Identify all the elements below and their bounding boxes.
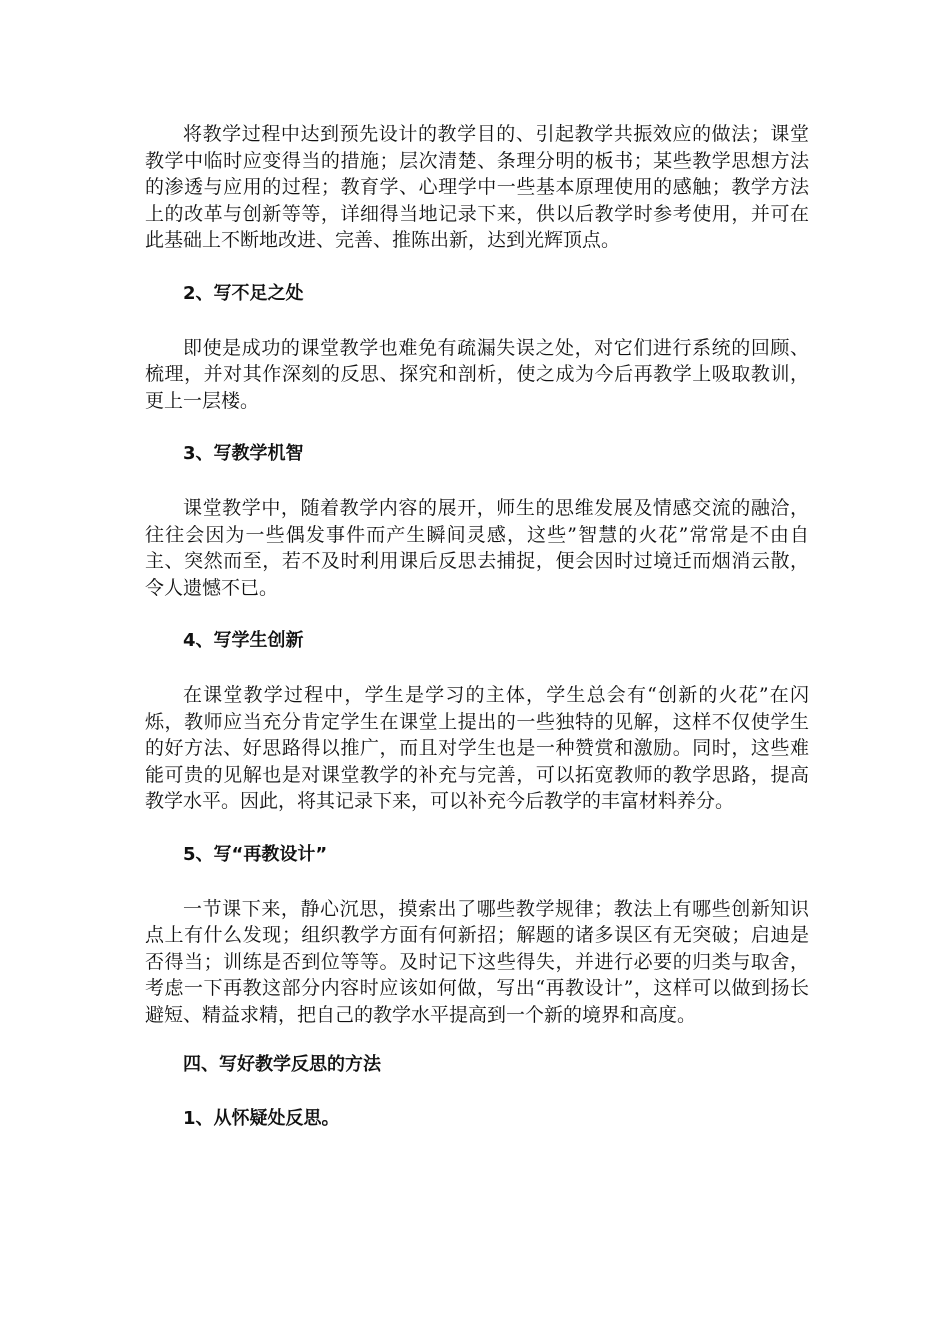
paragraph-record-successes: 将教学过程中达到预先设计的教学目的、引起教学共振效应的做法；课堂教学中临时应变得当的措施；层次清楚、条理分明的板书；某些教学思想方法的渗透与应用的过程；教育学、心理学中一些基本原理使用的感触；教学方法上的改革与创新等等，详细得当地记录下来，供以后教学时参考使用，并可在此基础上不断地改进、完善、推陈出新，达到光辉顶点。 — [145, 123, 809, 251]
spacer — [145, 1028, 809, 1052]
spacer — [145, 654, 809, 682]
paragraph-student-innovation: 在课堂教学过程中，学生是学习的主体，学生总会有“创新的火花”在闪烁，教师应当充分肯定学生在课堂上提出的一些独特的见解，这样不仅使学生的好方法、好思路得以推广，而且对学生也是一种赞赏和激励。同时，这些难能可贵的见解也是对课堂教学的补充与完善，可以拓宽教师的教学思路，提高教学水平。因此，将其记录下来，可以补充今后教学的丰富材料养分。 — [145, 684, 809, 812]
document-page — [145, 121, 809, 1132]
spacer — [145, 868, 809, 896]
paragraph-reteach-design: 一节课下来，静心沉思，摸索出了哪些教学规律；教法上有哪些创新知识点上有什么发现；组织教学方面有何新招；解题的诸多误区有无突破；启迪是否得当；训练是否到位等等。及时记下这些得失，并进行必要的归类与取舍，考虑一下再教这部分内容时应该如何做，写出“再教设计”，这样可以做到扬长避短、精益求精，把自己的教学水平提高到一个新的境界和高度。 — [145, 897, 809, 1026]
spacer — [145, 307, 809, 335]
heading-reflection-methods: 四、写好教学反思的方法 — [183, 1054, 381, 1075]
paragraph-shortcomings: 即使是成功的课堂教学也难免有疏漏失误之处，对它们进行系统的回顾、梳理，并对其作深刻的反思、探究和剖析，使之成为今后再教学上吸取教训，更上一层楼。 — [145, 336, 809, 412]
heading-student-innovation: 4、写学生创新 — [183, 630, 304, 651]
heading-write-shortcomings: 2、写不足之处 — [183, 282, 304, 304]
spacer — [145, 467, 809, 495]
spacer — [145, 254, 809, 281]
heading-reteach-design: 5、写“再教设计” — [183, 843, 328, 865]
spacer — [145, 815, 809, 842]
spacer — [145, 1078, 809, 1106]
heading-teaching-wit: 3、写教学机智 — [183, 443, 304, 464]
paragraph-teaching-wit: 课堂教学中，随着教学内容的展开，师生的思维发展及情感交流的融洽，往往会因为一些偶发事件而产生瞬间灵感，这些”智慧的火花”常常是不由自主、突然而至，若不及时利用课后反思去捕捉，便会因时过境迁而烟消云散，令人遗憾不已。 — [145, 497, 809, 599]
heading-reflect-from-doubt: 1、从怀疑处反思。 — [183, 1108, 340, 1129]
spacer — [145, 414, 809, 441]
spacer — [145, 601, 809, 628]
